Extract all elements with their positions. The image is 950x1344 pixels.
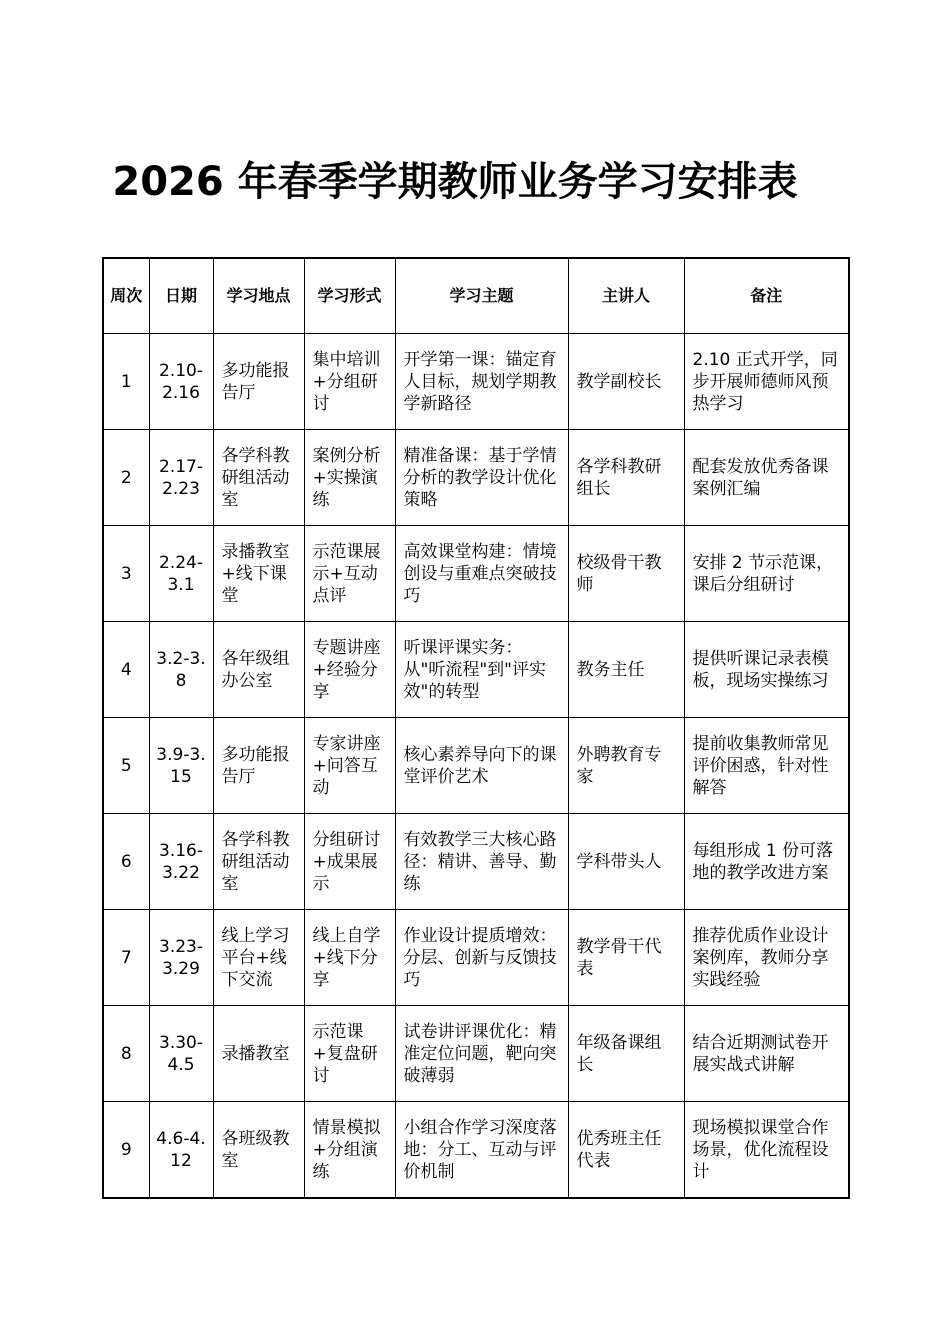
cell-topic: 精准备课：基于学情分析的教学设计优化策略 [395, 430, 568, 526]
table-row [103, 526, 849, 622]
cell-topic: 高效课堂构建：情境创设与重难点突破技巧 [395, 526, 568, 622]
cell-topic: 开学第一课：锚定育人目标，规划学期教学新路径 [395, 334, 568, 430]
cell-topic: 试卷讲评课优化：精准定位问题，靶向突破薄弱 [395, 1006, 568, 1102]
table-row [103, 1006, 849, 1102]
cell-date: 3.9-3.15 [149, 718, 213, 814]
cell-speaker: 外聘教育专家 [568, 718, 684, 814]
cell-topic: 核心素养导向下的课堂评价艺术 [395, 718, 568, 814]
cell-topic: 小组合作学习深度落地：分工、互动与评价机制 [395, 1102, 568, 1199]
cell-notes: 安排 2 节示范课，课后分组研讨 [684, 526, 849, 622]
cell-speaker: 教学骨干代表 [568, 910, 684, 1006]
cell-date: 3.16-3.22 [149, 814, 213, 910]
cell-speaker: 校级骨干教师 [568, 526, 684, 622]
header-notes: 备注 [684, 258, 849, 334]
cell-week: 3 [103, 526, 149, 622]
cell-notes: 现场模拟课堂合作场景，优化流程设计 [684, 1102, 849, 1199]
header-week: 周次 [103, 258, 149, 334]
cell-location: 各班级教室 [213, 1102, 304, 1199]
table-row [103, 1102, 849, 1199]
cell-date: 3.30-4.5 [149, 1006, 213, 1102]
cell-location: 多功能报告厅 [213, 718, 304, 814]
cell-week: 8 [103, 1006, 149, 1102]
cell-week: 9 [103, 1102, 149, 1199]
header-format: 学习形式 [304, 258, 395, 334]
table-row [103, 430, 849, 526]
cell-location: 各学科教研组活动室 [213, 814, 304, 910]
cell-location: 多功能报告厅 [213, 334, 304, 430]
cell-date: 2.10-2.16 [149, 334, 213, 430]
cell-speaker: 优秀班主任代表 [568, 1102, 684, 1199]
cell-week: 1 [103, 334, 149, 430]
header-date: 日期 [149, 258, 213, 334]
cell-location: 录播教室 [213, 1006, 304, 1102]
cell-notes: 配套发放优秀备课案例汇编 [684, 430, 849, 526]
cell-format: 专题讲座+经验分享 [304, 622, 395, 718]
cell-speaker: 各学科教研组长 [568, 430, 684, 526]
cell-format: 分组研讨+成果展示 [304, 814, 395, 910]
cell-format: 案例分析+实操演练 [304, 430, 395, 526]
table-row [103, 334, 849, 430]
cell-notes: 每组形成 1 份可落地的教学改进方案 [684, 814, 849, 910]
cell-date: 3.23-3.29 [149, 910, 213, 1006]
cell-notes: 结合近期测试卷开展实战式讲解 [684, 1006, 849, 1102]
cell-date: 3.2-3.8 [149, 622, 213, 718]
cell-week: 4 [103, 622, 149, 718]
header-location: 学习地点 [213, 258, 304, 334]
cell-notes: 提供听课记录表模板，现场实操练习 [684, 622, 849, 718]
cell-format: 专家讲座+问答互动 [304, 718, 395, 814]
header-topic: 学习主题 [395, 258, 568, 334]
cell-date: 2.17-2.23 [149, 430, 213, 526]
table-row [103, 910, 849, 1006]
cell-notes: 推荐优质作业设计案例库，教师分享实践经验 [684, 910, 849, 1006]
table-row [103, 814, 849, 910]
cell-format: 示范课+复盘研讨 [304, 1006, 395, 1102]
cell-location: 各年级组办公室 [213, 622, 304, 718]
cell-format: 情景模拟+分组演练 [304, 1102, 395, 1199]
cell-format: 集中培训+分组研讨 [304, 334, 395, 430]
cell-notes: 2.10 正式开学，同步开展师德师风预热学习 [684, 334, 849, 430]
cell-week: 6 [103, 814, 149, 910]
table-header-row [103, 258, 849, 334]
cell-location: 线上学习平台+线下交流 [213, 910, 304, 1006]
cell-speaker: 学科带头人 [568, 814, 684, 910]
cell-date: 2.24-3.1 [149, 526, 213, 622]
cell-format: 线上自学+线下分享 [304, 910, 395, 1006]
cell-topic: 有效教学三大核心路径：精讲、善导、勤练 [395, 814, 568, 910]
cell-week: 7 [103, 910, 149, 1006]
header-speaker: 主讲人 [568, 258, 684, 334]
cell-speaker: 年级备课组长 [568, 1006, 684, 1102]
cell-speaker: 教务主任 [568, 622, 684, 718]
cell-week: 5 [103, 718, 149, 814]
cell-topic: 作业设计提质增效：分层、创新与反馈技巧 [395, 910, 568, 1006]
cell-topic: 听课评课实务：从"听流程"到"评实效"的转型 [395, 622, 568, 718]
page-title: 2026 年春季学期教师业务学习安排表 [112, 159, 798, 205]
cell-notes: 提前收集教师常见评价困惑，针对性解答 [684, 718, 849, 814]
schedule-table [102, 257, 850, 1199]
table-row [103, 622, 849, 718]
cell-date: 4.6-4.12 [149, 1102, 213, 1199]
cell-location: 各学科教研组活动室 [213, 430, 304, 526]
cell-speaker: 教学副校长 [568, 334, 684, 430]
table-row [103, 718, 849, 814]
cell-location: 录播教室+线下课堂 [213, 526, 304, 622]
cell-week: 2 [103, 430, 149, 526]
cell-format: 示范课展示+互动点评 [304, 526, 395, 622]
